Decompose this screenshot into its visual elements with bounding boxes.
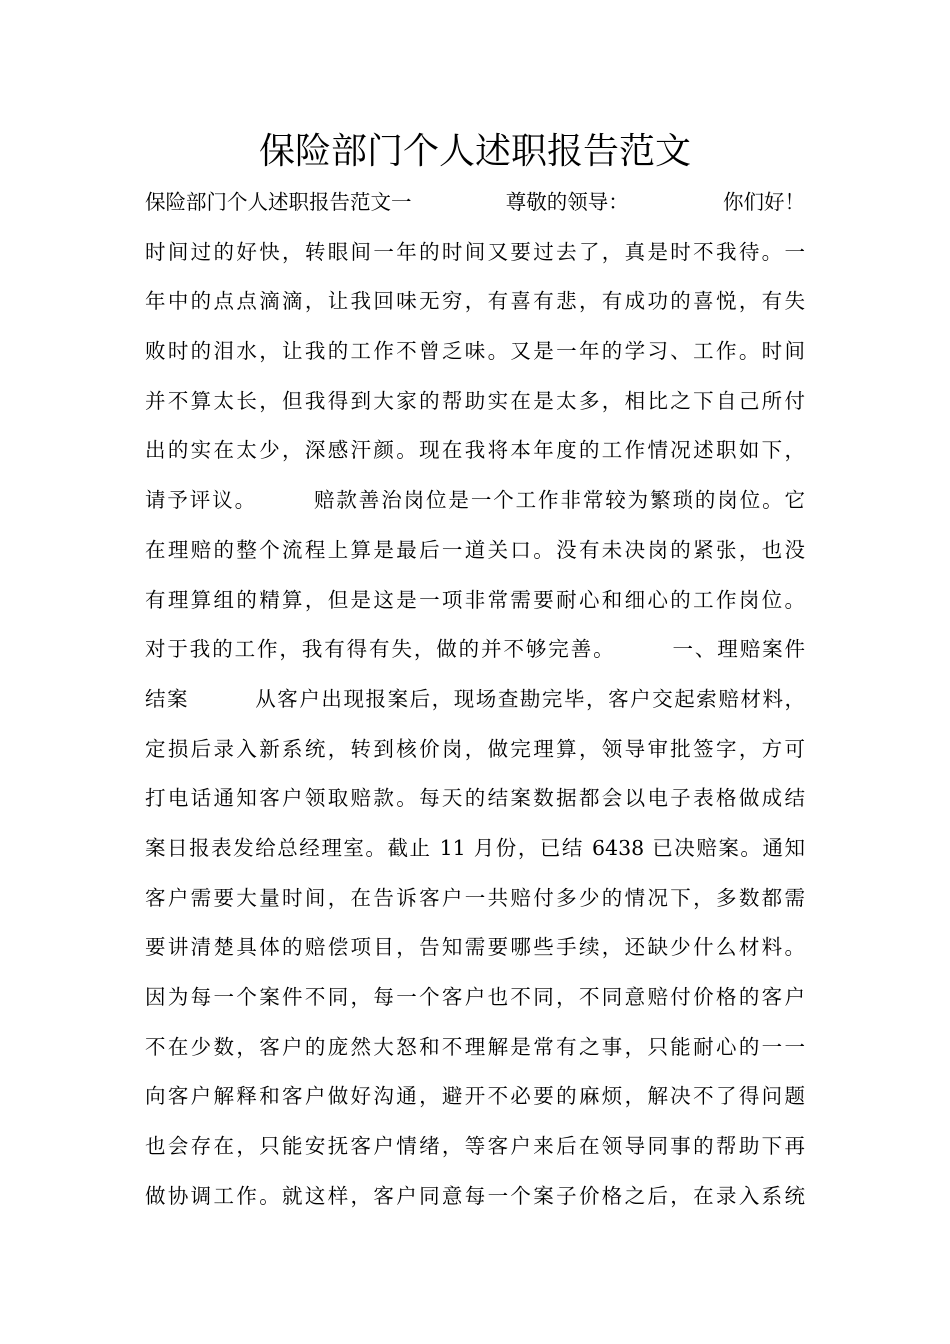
greeting: 你们好！	[723, 190, 805, 214]
body-line: 打电话通知客户领取赔款。每天的结案数据都会以电子表格做成结	[145, 786, 805, 811]
body-line: 因为每一个案件不同，每一个客户也不同，不同意赔付价格的客户	[145, 985, 805, 1009]
body-line: 出的实在太少，深感汗颜。现在我将本年度的工作情况述职如下，	[145, 438, 805, 463]
body-line: 时间过的好快，转眼间一年的时间又要过去了，真是时不我待。一	[145, 239, 805, 264]
body-line: 做协调工作。就这样，客户同意每一个案子价格之后，在录入系统	[145, 1183, 805, 1208]
body-line: 有理算组的精算，但是这是一项非常需要耐心和细心的工作岗位。	[145, 587, 805, 612]
body-line: 年中的点点滴滴，让我回味无穷，有喜有悲，有成功的喜悦，有失	[145, 289, 805, 314]
salutation: 尊敬的领导：	[505, 190, 629, 214]
body-line: 结案 从客户出现报案后，现场查勘完毕，客户交起索赔材料，	[145, 686, 805, 711]
body-line-1	[145, 178, 805, 228]
body-line: 向客户解释和客户做好沟通，避开不必要的麻烦，解决不了得问题	[145, 1084, 805, 1109]
body-line: 定损后录入新系统，转到核价岗，做完理算，领导审批签字，方可	[145, 736, 805, 761]
body-line: 也会存在，只能安抚客户情绪，等客户来后在领导同事的帮助下再	[145, 1134, 805, 1159]
body-line: 不在少数，客户的庞然大怒和不理解是常有之事，只能耐心的一一	[145, 1034, 805, 1059]
body-line: 败时的泪水，让我的工作不曾乏味。又是一年的学习、工作。时间	[145, 339, 805, 364]
body-line: 请予评议。 赔款善治岗位是一个工作非常较为繁琐的岗位。它	[145, 488, 805, 513]
section-heading: 保险部门个人述职报告范文一	[145, 190, 412, 214]
body-line: 案日报表发给总经理室。截止 11 月份，已结 6438 已决赔案。通知	[145, 835, 805, 860]
body-line: 要讲清楚具体的赔偿项目，告知需要哪些手续，还缺少什么材料。	[145, 935, 805, 960]
body-line: 并不算太长，但我得到大家的帮助实在是太多，相比之下自己所付	[145, 388, 805, 413]
body-line: 在理赔的整个流程上算是最后一道关口。没有未决岗的紧张，也没	[145, 537, 805, 562]
document-body	[145, 178, 805, 1221]
document-title: 保险部门个人述职报告范文	[258, 131, 691, 172]
body-line: 客户需要大量时间，在告诉客户一共赔付多少的情况下，多数都需	[145, 885, 805, 910]
body-line: 对于我的工作，我有得有失，做的并不够完善。 一、理赔案件	[145, 637, 805, 662]
